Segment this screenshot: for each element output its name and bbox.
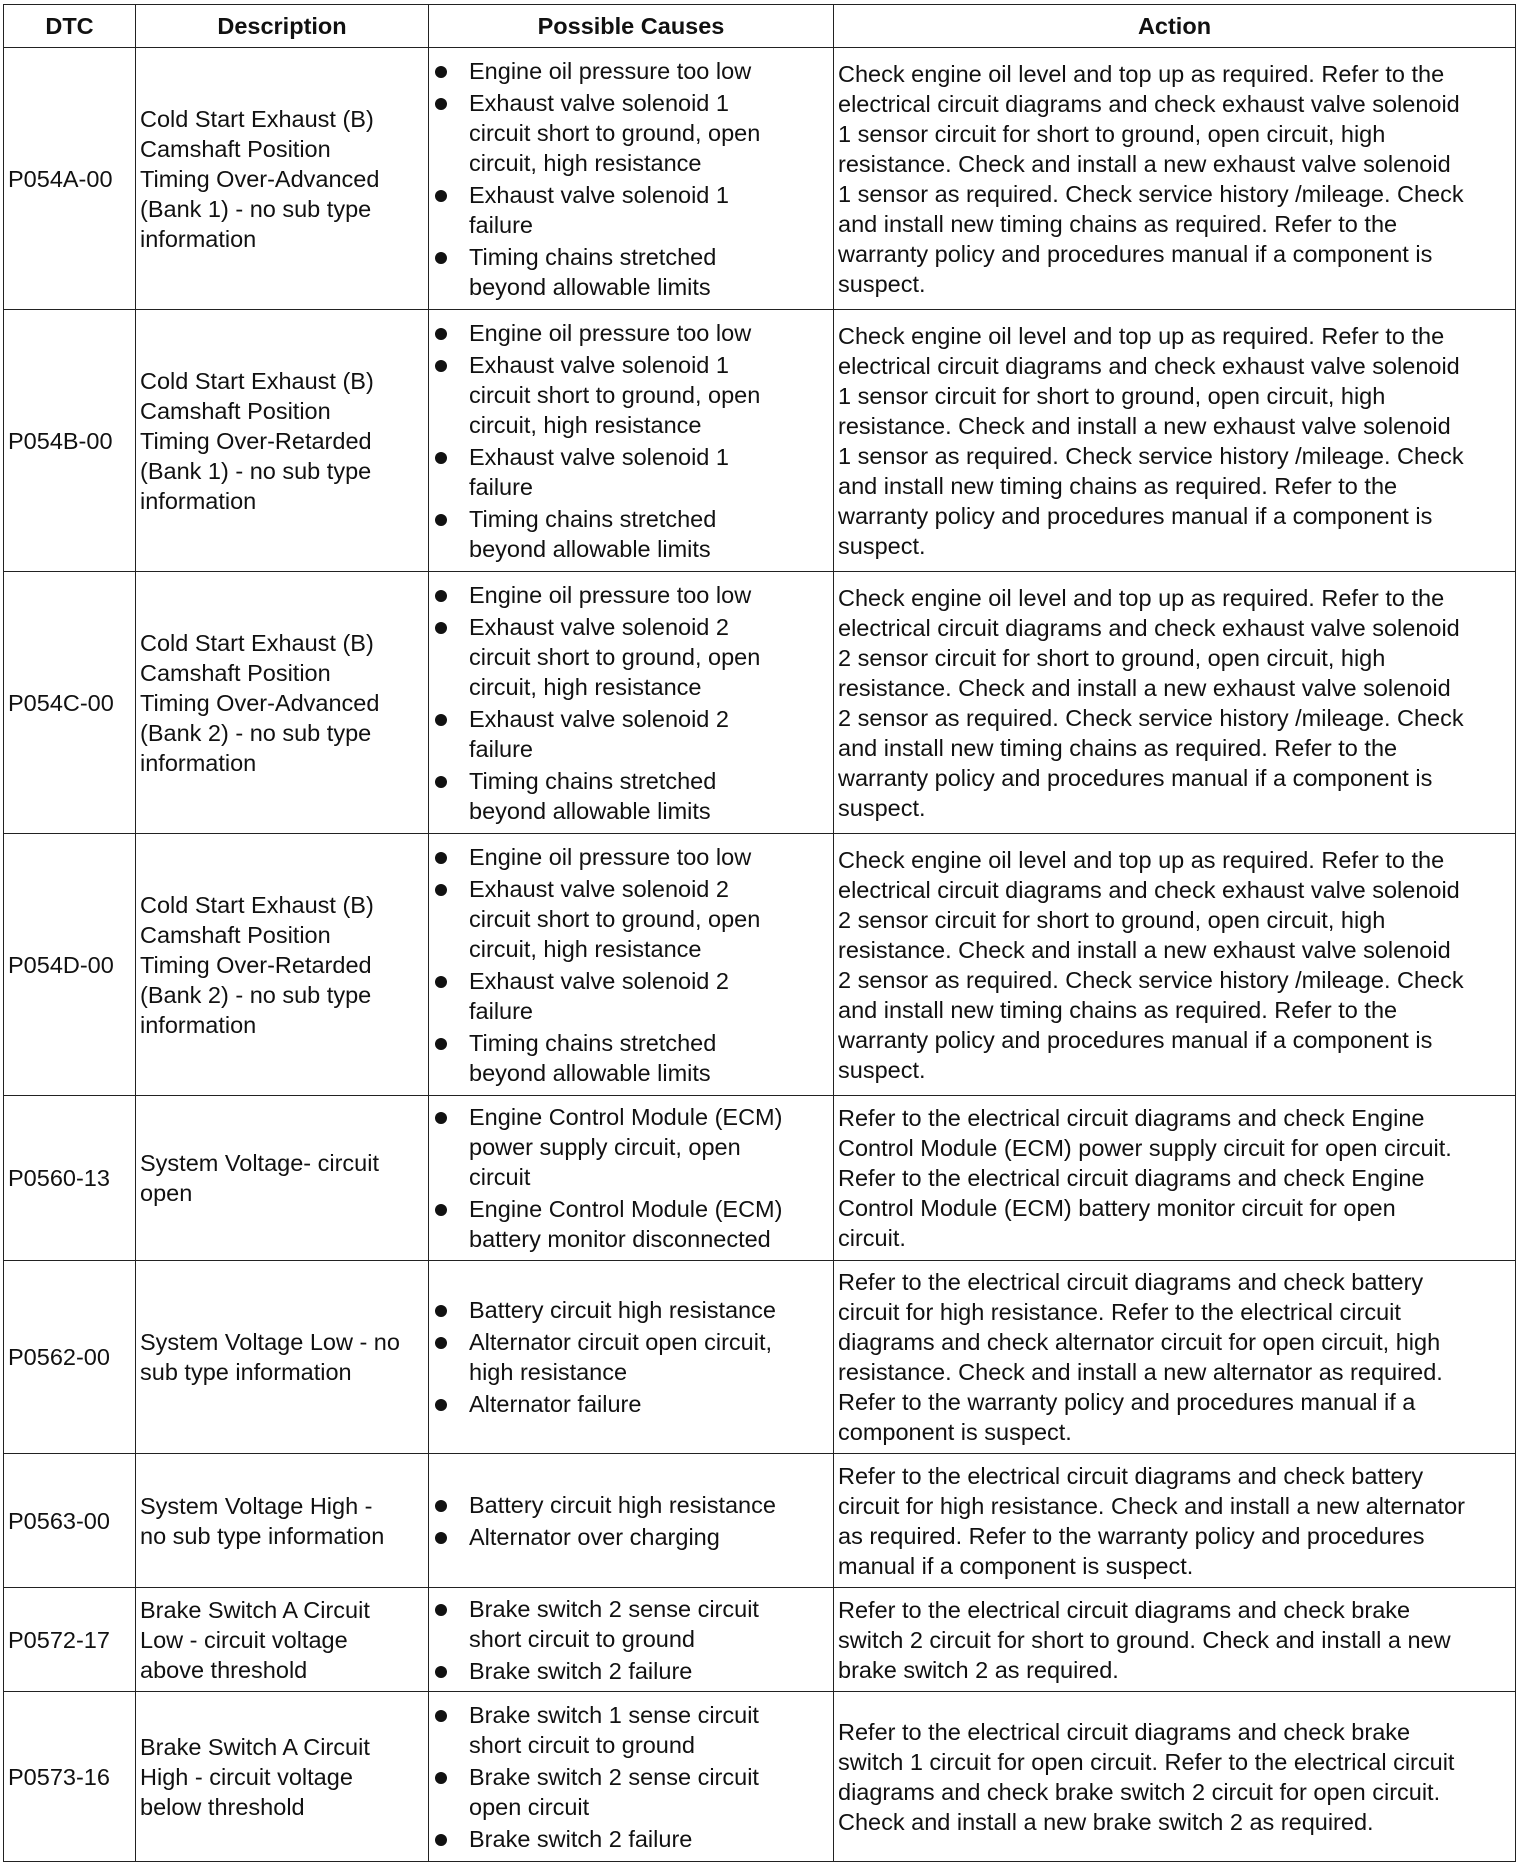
action: Check engine oil level and top up as required. Refer to the electrical circuit diagrams and check exhaust valve solenoid 1 sensor circuit for short to ground, open circuit, high resistance. Check and install a new exhaust valve solenoid 1 sensor as required. Check service history /mileage. Check and install new timing chains as required. Refer to the warranty policy and procedures manual if a component is suspect. <box>834 310 1516 572</box>
table-row <box>4 1454 1516 1588</box>
cause-item: Timing chains stretched beyond allowable limits <box>433 242 829 302</box>
dtc-code: P054D-00 <box>4 834 136 1096</box>
table-row <box>4 1096 1516 1261</box>
possible-causes <box>429 834 834 1096</box>
cause-item: Engine Control Module (ECM) power supply circuit, open circuit <box>433 1102 829 1192</box>
possible-causes <box>429 572 834 834</box>
cause-item: Exhaust valve solenoid 1 circuit short to ground, open circuit, high resistance <box>433 88 829 178</box>
description: System Voltage Low - no sub type information <box>136 1261 429 1454</box>
cause-item: Alternator failure <box>433 1389 829 1419</box>
cause-item: Brake switch 2 sense circuit short circuit to ground <box>433 1594 829 1654</box>
cause-item: Brake switch 1 sense circuit short circuit to ground <box>433 1700 829 1760</box>
action: Refer to the electrical circuit diagrams and check battery circuit for high resistance. Refer to the electrical circuit diagrams and check alternator circuit for open circuit, high resistance. Check and install a new alternator as required. Refer to the warranty policy and procedures manual if a component is suspect. <box>834 1261 1516 1454</box>
description: Cold Start Exhaust (B) Camshaft Position Timing Over-Retarded (Bank 2) - no sub type information <box>136 834 429 1096</box>
cause-list <box>433 1295 829 1419</box>
dtc-code: P0562-00 <box>4 1261 136 1454</box>
table-row <box>4 1261 1516 1454</box>
cause-item: Exhaust valve solenoid 1 circuit short to ground, open circuit, high resistance <box>433 350 829 440</box>
description: Cold Start Exhaust (B) Camshaft Position Timing Over-Retarded (Bank 1) - no sub type information <box>136 310 429 572</box>
action: Check engine oil level and top up as required. Refer to the electrical circuit diagrams and check exhaust valve solenoid 2 sensor circuit for short to ground, open circuit, high resistance. Check and install a new exhaust valve solenoid 2 sensor as required. Check service history /mileage. Check and install new timing chains as required. Refer to the warranty policy and procedures manual if a component is suspect. <box>834 572 1516 834</box>
cause-item: Alternator over charging <box>433 1522 829 1552</box>
description: Brake Switch A Circuit Low - circuit voltage above threshold <box>136 1588 429 1692</box>
description: Brake Switch A Circuit High - circuit voltage below threshold <box>136 1692 429 1862</box>
possible-causes <box>429 1454 834 1588</box>
cause-item: Battery circuit high resistance <box>433 1490 829 1520</box>
cause-item: Exhaust valve solenoid 1 failure <box>433 180 829 240</box>
cause-item: Exhaust valve solenoid 1 failure <box>433 442 829 502</box>
possible-causes <box>429 1096 834 1261</box>
cause-list <box>433 1594 829 1686</box>
table-row <box>4 48 1516 310</box>
cause-item: Exhaust valve solenoid 2 failure <box>433 704 829 764</box>
cause-item: Exhaust valve solenoid 2 circuit short to ground, open circuit, high resistance <box>433 612 829 702</box>
dtc-code: P0560-13 <box>4 1096 136 1261</box>
header-possible-causes: Possible Causes <box>429 5 834 48</box>
dtc-code: P054B-00 <box>4 310 136 572</box>
action: Refer to the electrical circuit diagrams and check Engine Control Module (ECM) power supply circuit for open circuit. Refer to the electrical circuit diagrams and check Engine Control Module (ECM) battery monitor circuit for open circuit. <box>834 1096 1516 1261</box>
dtc-code: P0572-17 <box>4 1588 136 1692</box>
cause-item: Engine Control Module (ECM) battery monitor disconnected <box>433 1194 829 1254</box>
possible-causes <box>429 1261 834 1454</box>
cause-list <box>433 1102 829 1254</box>
cause-item: Brake switch 2 failure <box>433 1656 829 1686</box>
cause-list <box>433 842 829 1088</box>
description: System Voltage- circuit open <box>136 1096 429 1261</box>
possible-causes <box>429 310 834 572</box>
cause-list <box>433 580 829 826</box>
cause-item: Engine oil pressure too low <box>433 318 829 348</box>
table-row <box>4 1588 1516 1692</box>
action: Refer to the electrical circuit diagrams and check brake switch 1 circuit for open circuit. Refer to the electrical circuit diagrams and check brake switch 2 circuit for open circuit. Check and install a new brake switch 2 as required. <box>834 1692 1516 1862</box>
table-row <box>4 834 1516 1096</box>
description: Cold Start Exhaust (B) Camshaft Position Timing Over-Advanced (Bank 1) - no sub type information <box>136 48 429 310</box>
action: Check engine oil level and top up as required. Refer to the electrical circuit diagrams and check exhaust valve solenoid 1 sensor circuit for short to ground, open circuit, high resistance. Check and install a new exhaust valve solenoid 1 sensor as required. Check service history /mileage. Check and install new timing chains as required. Refer to the warranty policy and procedures manual if a component is suspect. <box>834 48 1516 310</box>
cause-item: Timing chains stretched beyond allowable limits <box>433 766 829 826</box>
header-action: Action <box>834 5 1516 48</box>
cause-item: Brake switch 2 failure <box>433 1824 829 1854</box>
dtc-code: P054A-00 <box>4 48 136 310</box>
cause-item: Timing chains stretched beyond allowable limits <box>433 504 829 564</box>
table-row <box>4 572 1516 834</box>
table-row <box>4 1692 1516 1862</box>
table-header-row <box>4 5 1516 48</box>
action: Check engine oil level and top up as required. Refer to the electrical circuit diagrams and check exhaust valve solenoid 2 sensor circuit for short to ground, open circuit, high resistance. Check and install a new exhaust valve solenoid 2 sensor as required. Check service history /mileage. Check and install new timing chains as required. Refer to the warranty policy and procedures manual if a component is suspect. <box>834 834 1516 1096</box>
cause-item: Timing chains stretched beyond allowable limits <box>433 1028 829 1088</box>
dtc-table <box>3 4 1516 1862</box>
description: Cold Start Exhaust (B) Camshaft Position Timing Over-Advanced (Bank 2) - no sub type information <box>136 572 429 834</box>
cause-item: Battery circuit high resistance <box>433 1295 829 1325</box>
cause-item: Exhaust valve solenoid 2 circuit short to ground, open circuit, high resistance <box>433 874 829 964</box>
cause-item: Engine oil pressure too low <box>433 842 829 872</box>
cause-item: Brake switch 2 sense circuit open circuit <box>433 1762 829 1822</box>
cause-item: Engine oil pressure too low <box>433 56 829 86</box>
cause-list <box>433 1490 829 1552</box>
possible-causes <box>429 1588 834 1692</box>
dtc-code: P054C-00 <box>4 572 136 834</box>
cause-list <box>433 56 829 302</box>
header-description: Description <box>136 5 429 48</box>
cause-list <box>433 318 829 564</box>
possible-causes <box>429 48 834 310</box>
header-dtc: DTC <box>4 5 136 48</box>
dtc-code: P0563-00 <box>4 1454 136 1588</box>
table-row <box>4 310 1516 572</box>
action: Refer to the electrical circuit diagrams and check brake switch 2 circuit for short to ground. Check and install a new brake switch 2 as required. <box>834 1588 1516 1692</box>
cause-item: Engine oil pressure too low <box>433 580 829 610</box>
cause-item: Alternator circuit open circuit, high resistance <box>433 1327 829 1387</box>
action: Refer to the electrical circuit diagrams and check battery circuit for high resistance. Check and install a new alternator as required. Refer to the warranty policy and procedures manual if a component is suspect. <box>834 1454 1516 1588</box>
cause-item: Exhaust valve solenoid 2 failure <box>433 966 829 1026</box>
possible-causes <box>429 1692 834 1862</box>
description: System Voltage High - no sub type information <box>136 1454 429 1588</box>
dtc-code: P0573-16 <box>4 1692 136 1862</box>
cause-list <box>433 1700 829 1854</box>
